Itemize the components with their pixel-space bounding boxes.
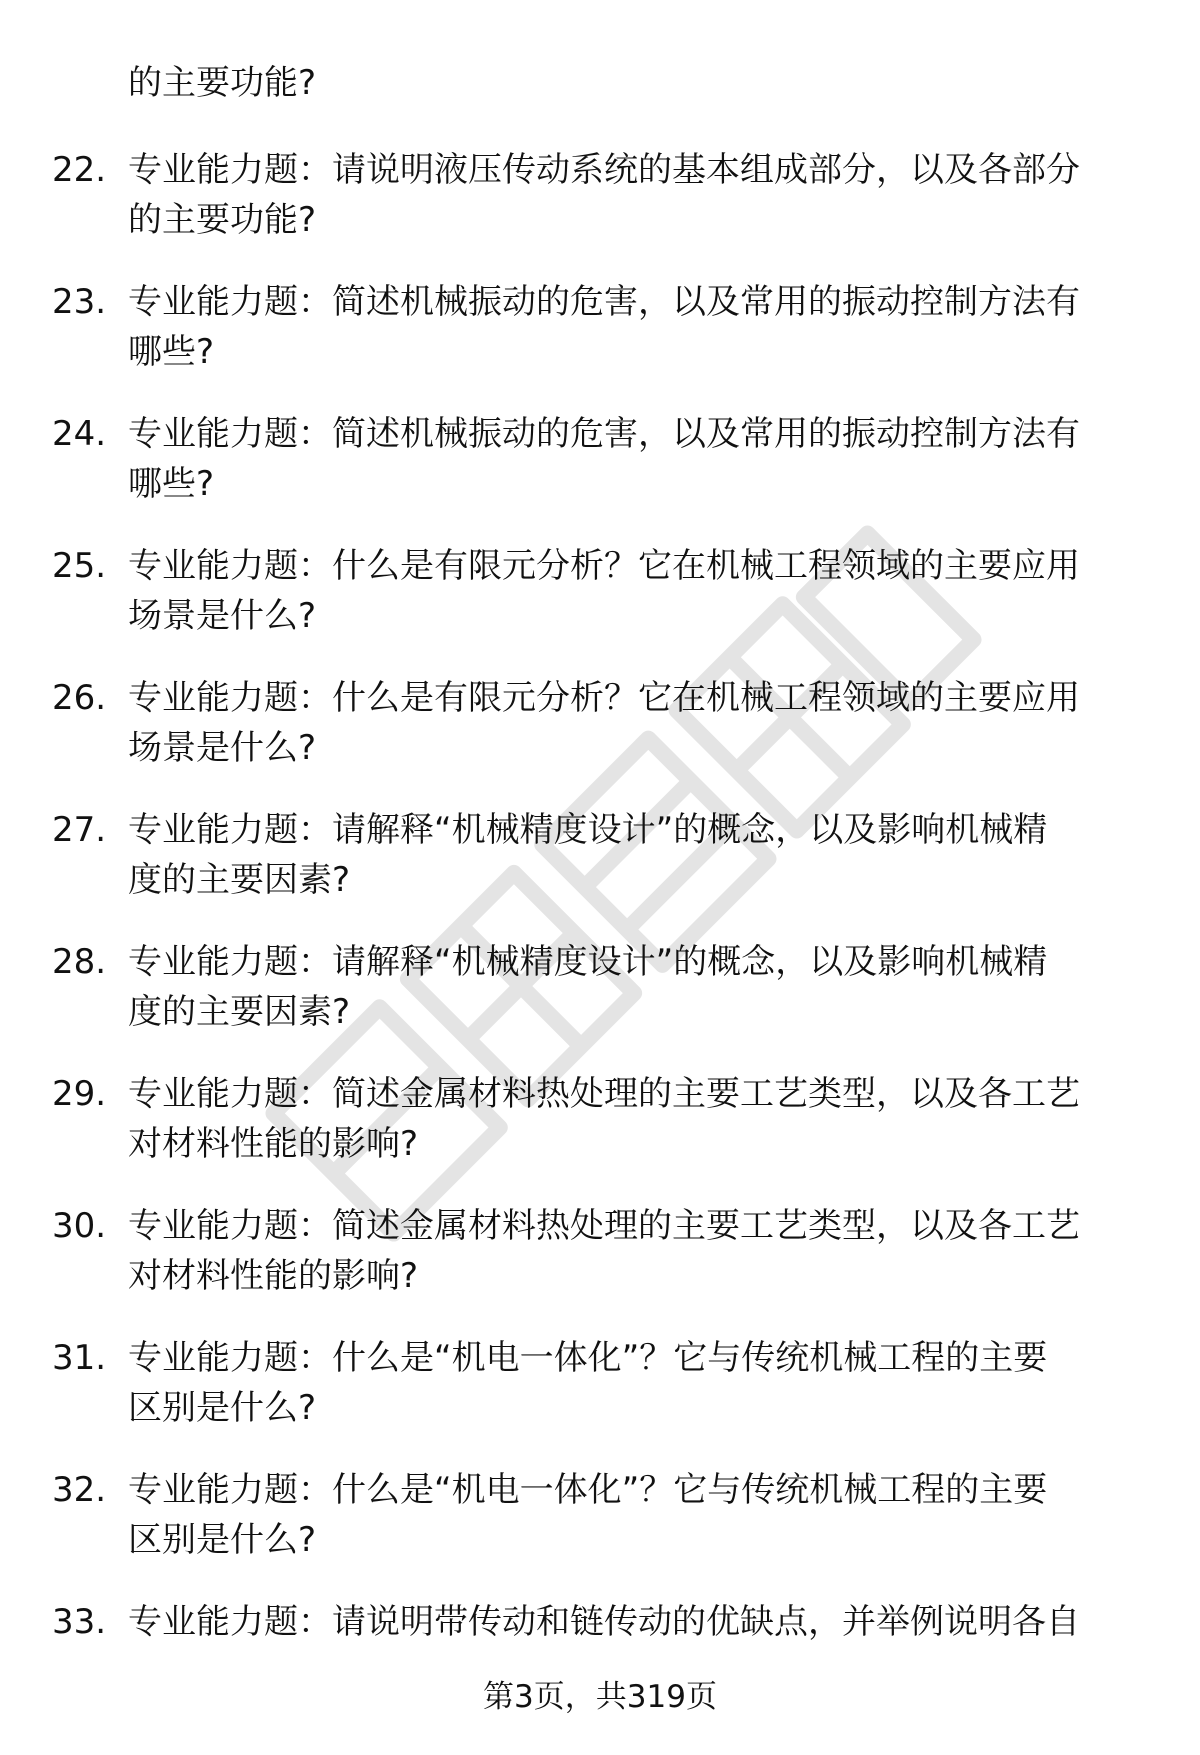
question-number: 25. [52, 546, 107, 586]
question-item [0, 1201, 1200, 1333]
question-item [0, 541, 1200, 673]
question-text-line: 专业能力题：简述金属材料热处理的主要工艺类型，以及各工艺 [128, 1074, 1080, 1114]
question-text [128, 673, 1138, 773]
question-text-line: 场景是什么? [128, 728, 317, 768]
question-text-line: 区别是什么? [128, 1520, 317, 1560]
question-item [0, 409, 1200, 541]
question-text [128, 1465, 1138, 1565]
question-item [0, 1069, 1200, 1201]
question-text-line: 度的主要因素? [128, 992, 351, 1032]
question-number: 23. [52, 282, 107, 322]
question-text [128, 937, 1138, 1037]
question-item [0, 805, 1200, 937]
question-text-line: 专业能力题：简述金属材料热处理的主要工艺类型，以及各工艺 [128, 1206, 1080, 1246]
question-text-line: 专业能力题：什么是有限元分析？它在机械工程领域的主要应用 [128, 678, 1080, 718]
question-text-line: 专业能力题：简述机械振动的危害，以及常用的振动控制方法有 [128, 282, 1080, 322]
question-number: 26. [52, 678, 107, 718]
question-text-line: 专业能力题：什么是“机电一体化”？它与传统机械工程的主要 [128, 1470, 1048, 1510]
question-text-line: 区别是什么? [128, 1388, 317, 1428]
question-text-line: 哪些? [128, 464, 215, 504]
question-text [128, 1597, 1138, 1647]
continuation-line: 的主要功能? [128, 63, 317, 103]
question-text-line: 专业能力题：什么是有限元分析？它在机械工程领域的主要应用 [128, 546, 1080, 586]
page-footer: 第3页，共319页 [483, 1679, 717, 1715]
question-text-line: 对材料性能的影响? [128, 1256, 419, 1296]
question-text-line: 专业能力题：请说明带传动和链传动的优缺点，并举例说明各自 [128, 1602, 1080, 1642]
question-text [128, 805, 1138, 905]
question-text [128, 1201, 1138, 1301]
question-text [128, 1333, 1138, 1433]
question-text-line: 专业能力题：请解释“机械精度设计”的概念，以及影响机械精 [128, 942, 1048, 982]
question-text [128, 277, 1138, 377]
question-text-line: 对材料性能的影响? [128, 1124, 419, 1164]
question-text-line: 的主要功能? [128, 200, 317, 240]
question-number: 32. [52, 1470, 107, 1510]
question-text-line: 场景是什么? [128, 596, 317, 636]
question-text [128, 1069, 1138, 1169]
question-item [0, 937, 1200, 1069]
question-text-line: 专业能力题：简述机械振动的危害，以及常用的振动控制方法有 [128, 414, 1080, 454]
question-list [0, 145, 1200, 1729]
question-number: 30. [52, 1206, 107, 1246]
question-text-line: 哪些? [128, 332, 215, 372]
question-text-line: 专业能力题：请解释“机械精度设计”的概念，以及影响机械精 [128, 810, 1048, 850]
question-number: 33. [52, 1602, 107, 1642]
question-text-line: 专业能力题：什么是“机电一体化”？它与传统机械工程的主要 [128, 1338, 1048, 1378]
question-number: 27. [52, 810, 107, 850]
question-text-line: 度的主要因素? [128, 860, 351, 900]
question-number: 31. [52, 1338, 107, 1378]
question-number: 22. [52, 150, 107, 190]
question-item [0, 1465, 1200, 1597]
question-number: 24. [52, 414, 107, 454]
question-item [0, 145, 1200, 277]
question-text [128, 145, 1138, 245]
question-item [0, 277, 1200, 409]
question-number: 28. [52, 942, 107, 982]
question-item [0, 673, 1200, 805]
question-text [128, 541, 1138, 641]
question-text [128, 409, 1138, 509]
question-item [0, 1333, 1200, 1465]
question-text-line: 专业能力题：请说明液压传动系统的基本组成部分，以及各部分 [128, 150, 1080, 190]
question-number: 29. [52, 1074, 107, 1114]
